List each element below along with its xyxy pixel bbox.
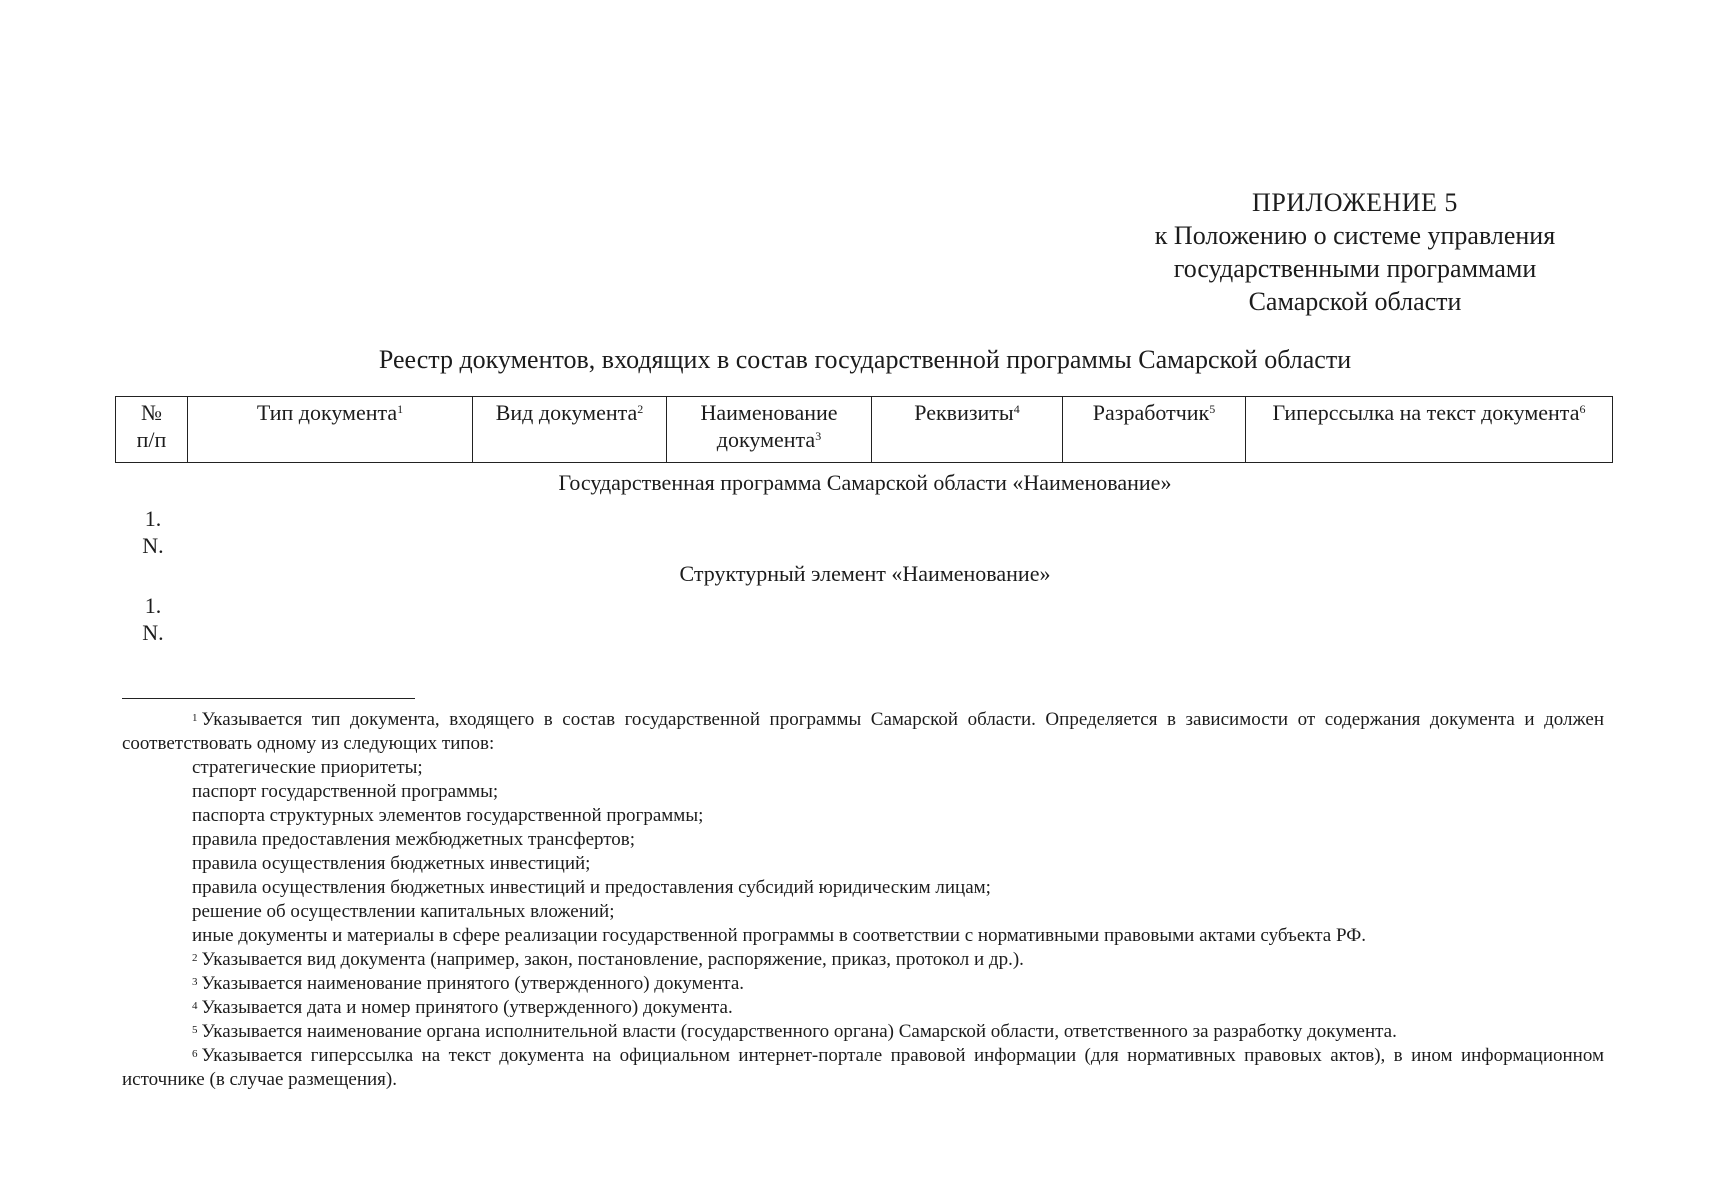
row-number: N.	[142, 533, 164, 558]
footnote-ref: 5	[1209, 402, 1216, 416]
column-header-doc-type	[188, 397, 473, 463]
appendix-line-1: к Положению о системе управления	[1154, 221, 1556, 250]
footnote-mark: 1	[192, 712, 198, 724]
row-number: N.	[142, 620, 164, 645]
column-header-label: Вид документа	[495, 400, 638, 425]
footnote-6	[122, 1044, 1604, 1092]
footnote-text: Указывается дата и номер принятого (утвержденного) документа.	[201, 997, 733, 1018]
footnote-text: Указывается наименование органа исполнительной власти (государственного органа) Самарской области, ответственного за разработку документа.	[201, 1021, 1397, 1042]
doc-type-item: правила осуществления бюджетных инвестиций;	[192, 853, 591, 874]
footnote-ref: 1	[397, 402, 404, 416]
footnote-text: Указывается наименование принятого (утвержденного) документа.	[201, 973, 745, 994]
column-header-label: Тип документа	[256, 400, 398, 425]
footnote-mark: 5	[192, 1024, 198, 1036]
footnote-mark: 2	[192, 952, 198, 964]
row-number: 1.	[144, 506, 162, 531]
doc-type-item: иные документы и материалы в сфере реализации государственной программы в соответствии с нормативными правовыми актами субъекта РФ.	[192, 925, 1366, 946]
column-header-label: № п/п	[136, 400, 167, 452]
row-number: 1.	[144, 593, 162, 618]
appendix-line-3: Самарской области	[1248, 287, 1462, 316]
column-header-details	[872, 397, 1063, 463]
footnote-mark: 6	[192, 1048, 198, 1060]
footnote-ref: 2	[637, 402, 644, 416]
footnote-text: Указывается вид документа (например, закон, постановление, распоряжение, приказ, протокол и др.).	[201, 949, 1024, 970]
column-header-label: Наименование документа	[700, 400, 838, 452]
column-header-number	[116, 397, 188, 463]
table-header-row	[116, 397, 1613, 463]
footnote-mark: 4	[192, 1000, 198, 1012]
doc-type-item: правила предоставления межбюджетных трансфертов;	[192, 829, 636, 850]
section-label-structural-element: Структурный элемент «Наименование»	[679, 561, 1051, 586]
appendix-header	[1105, 186, 1605, 318]
doc-type-item: решение об осуществлении капитальных вложений;	[192, 901, 615, 922]
footnote-4	[122, 996, 1604, 1020]
footnote-3	[122, 972, 1604, 996]
doc-type-item: паспорт государственной программы;	[192, 781, 499, 802]
footnote-2	[122, 948, 1604, 972]
doc-type-item: стратегические приоритеты;	[192, 757, 423, 778]
column-header-developer	[1063, 397, 1246, 463]
appendix-title: ПРИЛОЖЕНИЕ 5	[1252, 188, 1458, 217]
footnote-5	[122, 1020, 1604, 1044]
appendix-line-2: государственными программами	[1173, 254, 1537, 283]
column-header-doc-kind	[473, 397, 667, 463]
footnote-ref: 4	[1013, 402, 1020, 416]
footnote-separator	[122, 698, 415, 699]
footnote-text: Указывается тип документа, входящего в состав государственной программы Самарской области. Определяется в зависимости от содержания документа и должен соответствовать одному из следующих типов:	[122, 709, 1604, 754]
column-header-label: Гиперссылка на текст документа	[1272, 400, 1580, 425]
column-header-label: Реквизиты	[914, 400, 1014, 425]
column-header-label: Разработчик	[1092, 400, 1210, 425]
footnote-1	[122, 708, 1604, 756]
column-header-hyperlink	[1246, 397, 1613, 463]
doc-type-item: правила осуществления бюджетных инвестиций и предоставления субсидий юридическим лицам;	[192, 877, 991, 898]
footnote-mark: 3	[192, 976, 198, 988]
footnotes	[122, 708, 1604, 1092]
doc-type-item: паспорта структурных элементов государственной программы;	[192, 805, 704, 826]
footnote-ref: 3	[815, 429, 822, 443]
footnote-ref: 6	[1579, 402, 1586, 416]
column-header-doc-name	[667, 397, 872, 463]
section-label-program: Государственная программа Самарской области «Наименование»	[558, 470, 1172, 495]
registry-title: Реестр документов, входящих в состав государственной программы Самарской области	[378, 345, 1352, 374]
registry-table	[115, 396, 1613, 463]
footnote-text: Указывается гиперссылка на текст документа на официальном интернет-портале правовой информации (для нормативных правовых актов), в ином информационном источнике (в случае размещения).	[122, 1045, 1604, 1090]
